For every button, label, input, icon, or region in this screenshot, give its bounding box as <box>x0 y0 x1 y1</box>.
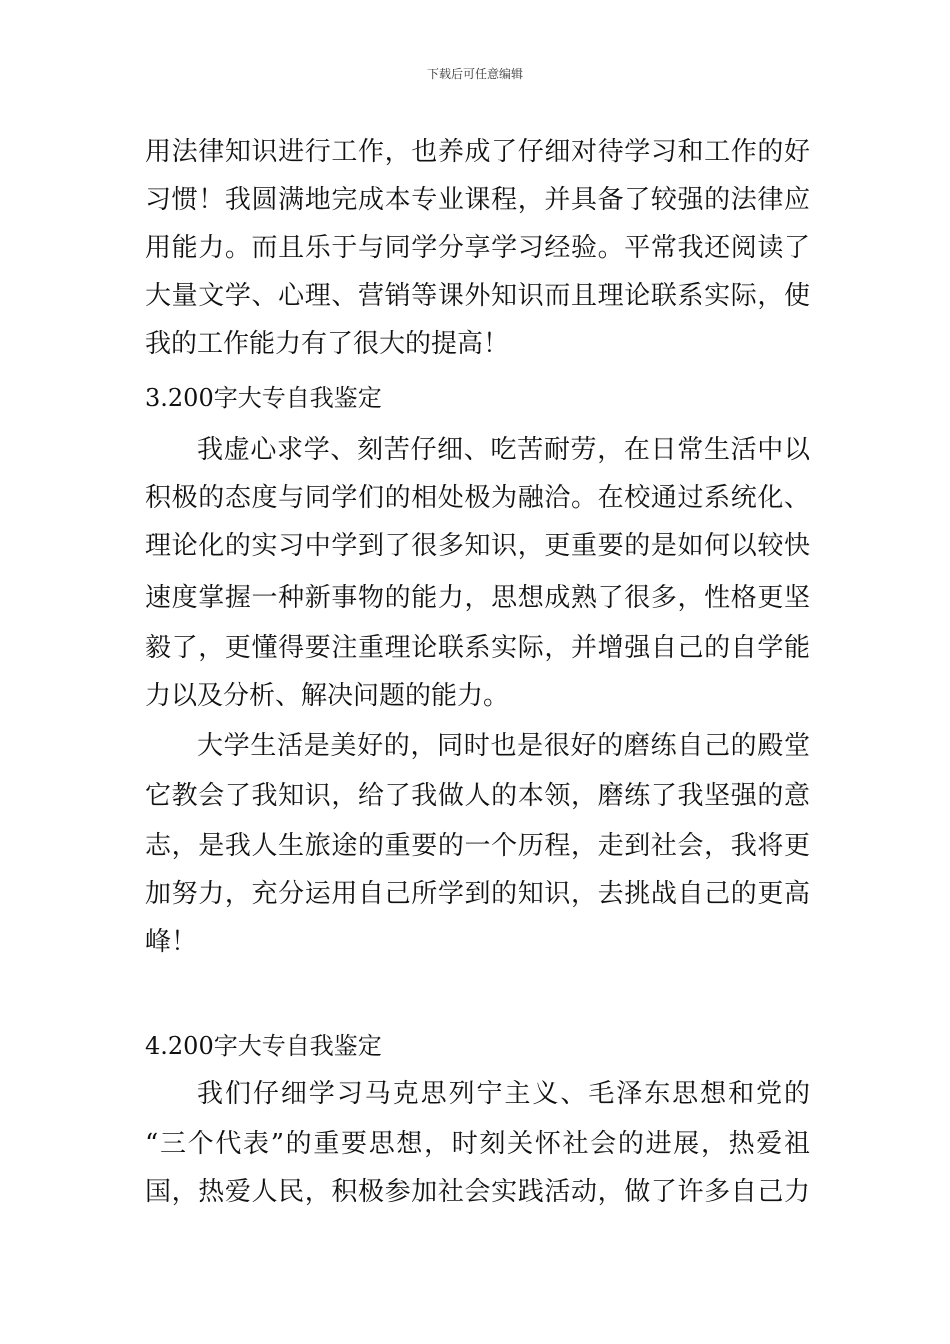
intro-line-2: 习惯！我圆满地完成本专业课程，并具备了较强的法律应 <box>145 185 810 215</box>
page-header: 下载后可任意编辑 <box>426 67 523 81</box>
s3-p2-line-2: 它教会了我知识，给了我做人的本领，磨练了我坚强的意 <box>145 781 810 811</box>
s3-p2-line-3: 志，是我人生旅途的重要的一个历程，走到社会，我将更 <box>145 831 810 861</box>
s4-p1-line-1: 我们仔细学习马克思列宁主义、毛泽东思想和党的 <box>197 1079 810 1109</box>
s3-p1-line-1: 我虚心求学、刻苦仔细、吃苦耐劳，在日常生活中以 <box>197 435 810 465</box>
s4-p1-line-3: 国，热爱人民，积极参加社会实践活动，做了许多自己力 <box>145 1177 810 1207</box>
s3-p2-line-5: 峰！ <box>145 927 198 957</box>
section-4-heading: 4.200字大专自我鉴定 <box>145 1032 382 1060</box>
intro-line-5: 我的工作能力有了很大的提高！ <box>145 329 510 359</box>
s3-p1-line-2: 积极的态度与同学们的相处极为融洽。在校通过系统化、 <box>145 483 810 513</box>
section-3-heading: 3.200字大专自我鉴定 <box>145 384 382 412</box>
s3-p1-line-3: 理论化的实习中学到了很多知识，更重要的是如何以较快 <box>145 531 810 561</box>
s3-p1-line-4: 速度掌握一种新事物的能力，思想成熟了很多，性格更坚 <box>145 583 810 613</box>
s3-p1-line-6: 力以及分析、解决问题的能力。 <box>145 681 510 711</box>
s3-p2-line-4: 加努力，充分运用自己所学到的知识，去挑战自己的更高 <box>145 879 810 909</box>
s4-p1-line-2: “三个代表”的重要思想，时刻关怀社会的进展，热爱祖 <box>145 1129 810 1159</box>
s3-p1-line-5: 毅了，更懂得要注重理论联系实际，并增强自己的自学能 <box>145 633 810 663</box>
s3-p2-line-1: 大学生活是美好的，同时也是很好的磨练自己的殿堂 <box>197 731 810 761</box>
intro-line-1: 用法律知识进行工作，也养成了仔细对待学习和工作的好 <box>145 137 810 167</box>
intro-line-4: 大量文学、心理、营销等课外知识而且理论联系实际，使 <box>145 281 810 311</box>
intro-line-3: 用能力。而且乐于与同学分享学习经验。平常我还阅读了 <box>145 233 810 263</box>
